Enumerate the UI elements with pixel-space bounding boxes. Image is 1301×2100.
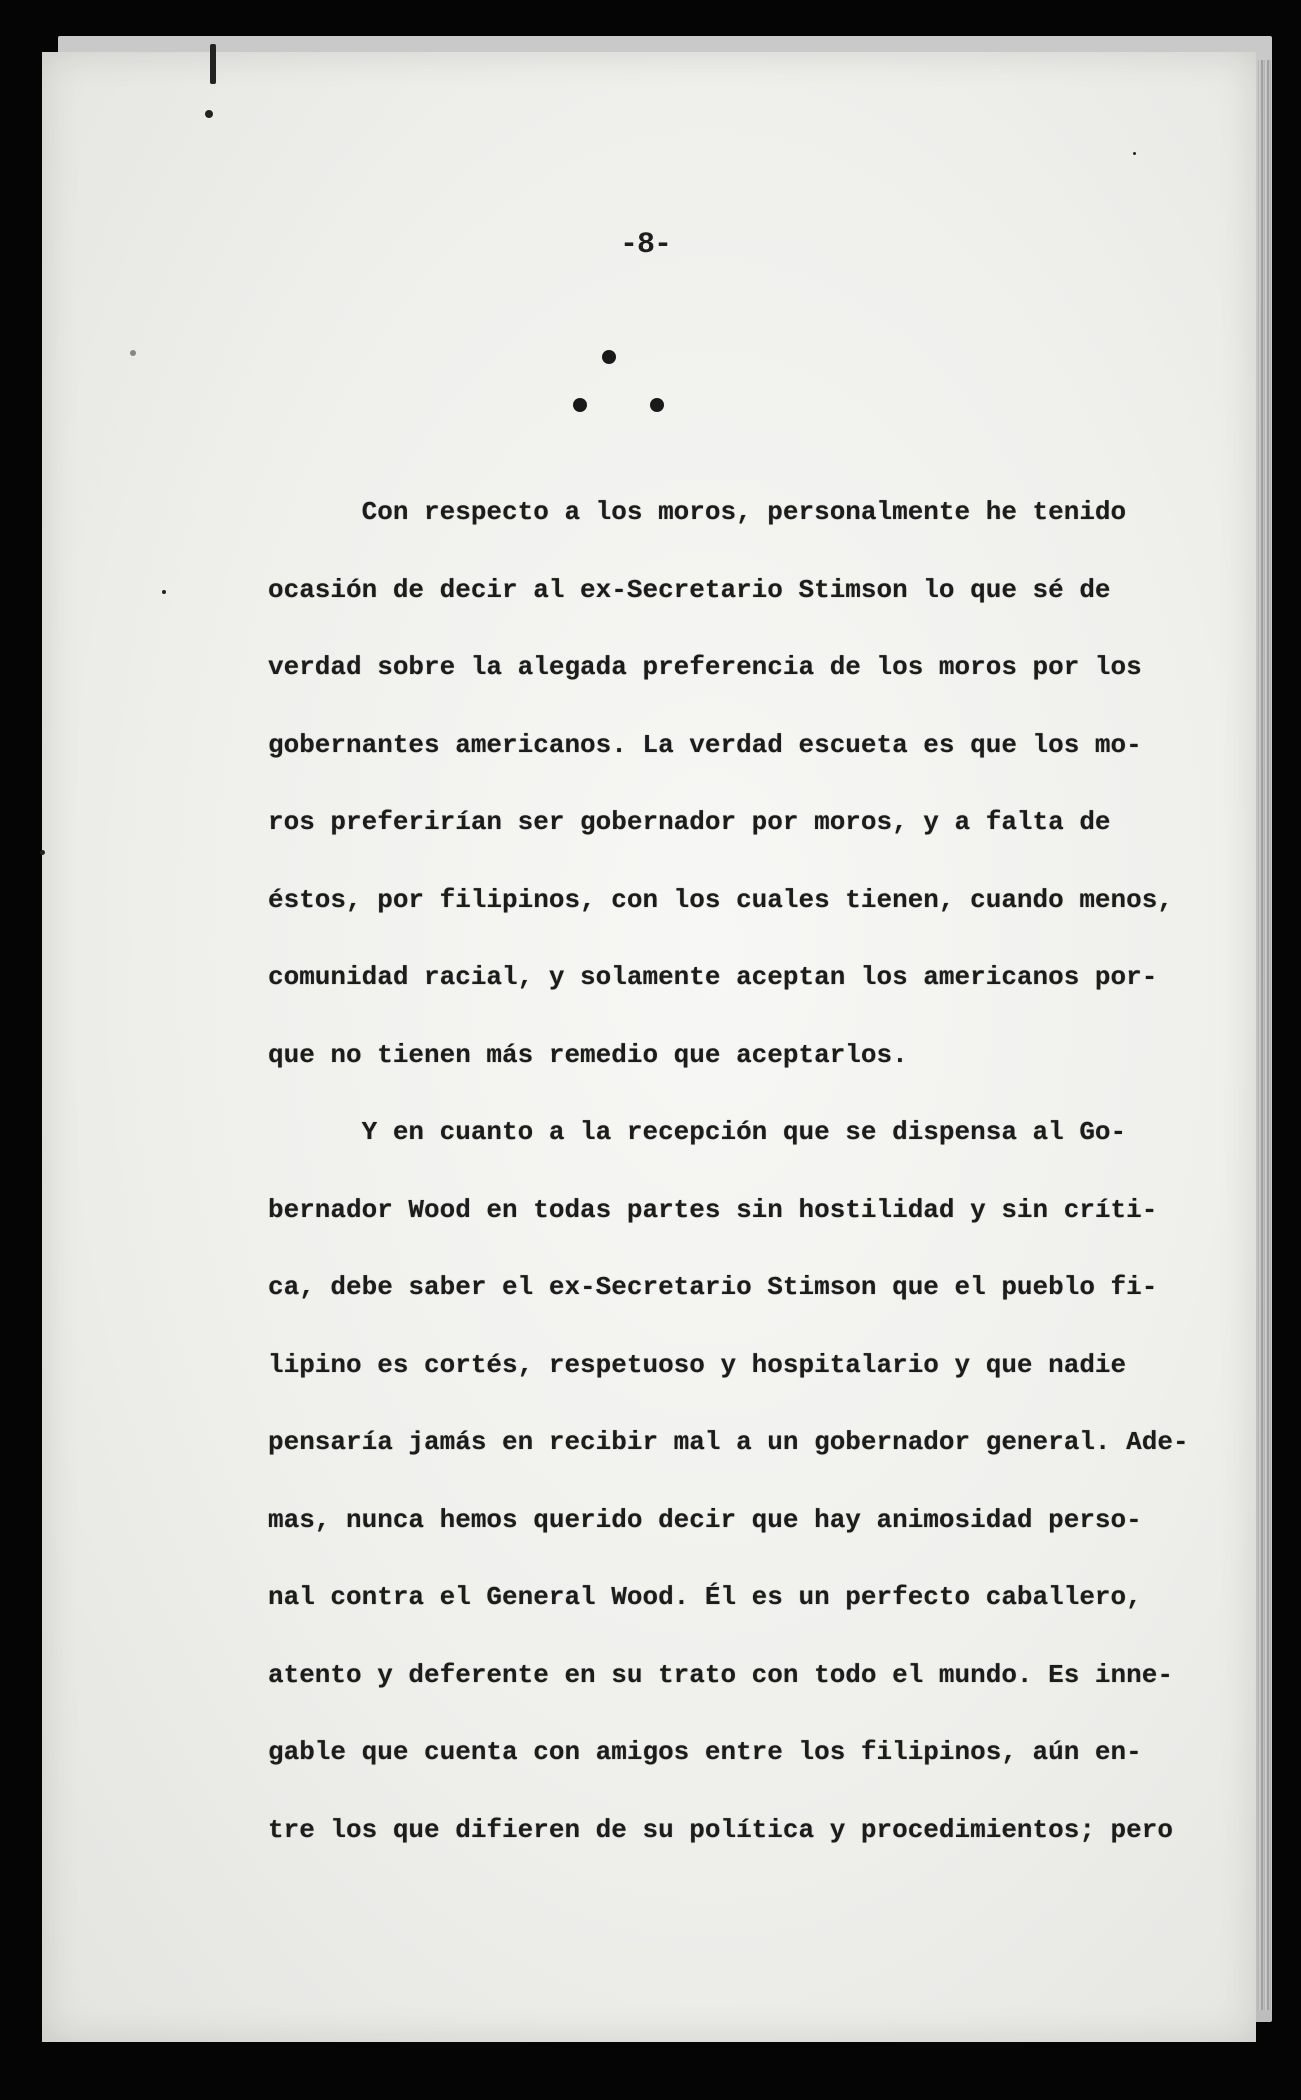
text-line: gobernantes americanos. La verdad escueta es que los mo- xyxy=(268,729,1142,760)
text-line: lipino es cortés, respetuoso y hospitalario y que nadie xyxy=(268,1349,1127,1380)
text-line: ocasión de decir al ex-Secretario Stimson lo que sé de xyxy=(268,574,1111,605)
separator-dot xyxy=(573,398,587,412)
text-line: Y en cuanto a la recepción que se dispensa al Go- xyxy=(268,1117,1127,1147)
text-line: gable que cuenta con amigos entre los filipinos, aún en- xyxy=(268,1737,1142,1767)
text-line: ca, debe saber el ex-Secretario Stimson que el pueblo fi- xyxy=(268,1272,1158,1302)
page-number: -8- xyxy=(620,228,672,262)
text-line: tre los que difieren de su política y procedimientos; pero xyxy=(268,1814,1173,1845)
sheet-stack-edge xyxy=(1258,60,1272,2010)
body-text xyxy=(268,488,1189,1883)
text-line: comunidad racial, y solamente aceptan los americanos por- xyxy=(268,962,1158,992)
separator-dot xyxy=(602,350,616,364)
text-line: atento y deferente en su trato con todo el mundo. Es inne- xyxy=(268,1659,1173,1690)
separator-dot xyxy=(650,398,664,412)
text-line: nal contra el General Wood. Él es un perfecto caballero, xyxy=(268,1582,1142,1612)
text-line: mas, nunca hemos querido decir que hay animosidad perso- xyxy=(268,1504,1142,1535)
text-line: éstos, por filipinos, con los cuales tienen, cuando menos, xyxy=(268,884,1173,915)
text-line: bernador Wood en todas partes sin hostilidad y sin críti- xyxy=(268,1194,1158,1225)
text-line: ros preferirían ser gobernador por moros, y a falta de xyxy=(268,807,1111,837)
text-line: pensaría jamás en recibir mal a un gobernador general. Ade- xyxy=(268,1427,1189,1457)
section-separator-dots xyxy=(555,350,665,420)
text-line: que no tienen más remedio que aceptarlos. xyxy=(268,1039,908,1070)
text-line: verdad sobre la alegada preferencia de los moros por los xyxy=(268,652,1142,682)
text-line: Con respecto a los moros, personalmente he tenido xyxy=(268,497,1127,527)
